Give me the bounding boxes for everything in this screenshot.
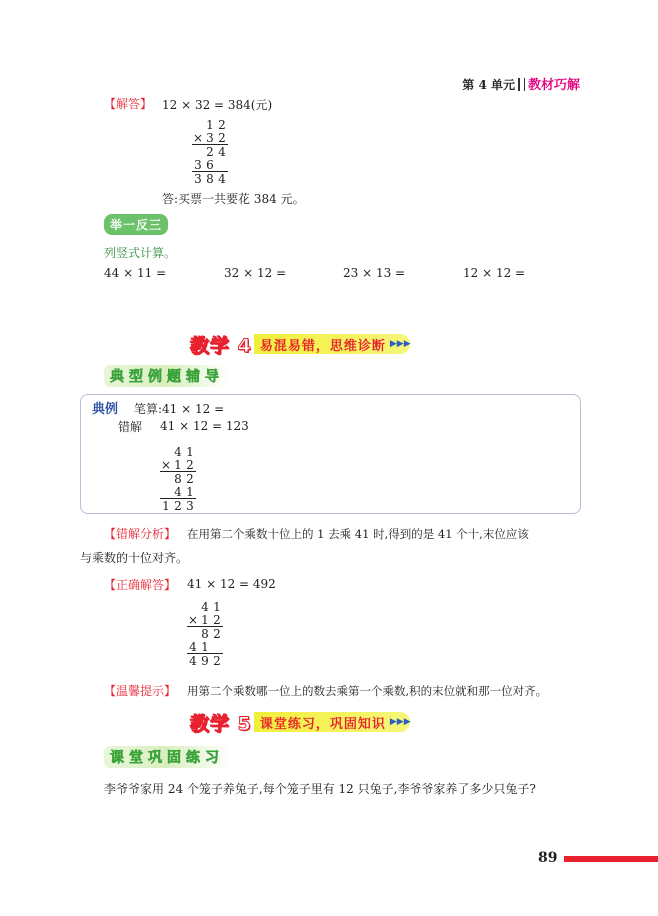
section-4-title: 易混易错，思维诊断 — [254, 334, 410, 354]
example-problem: 笔算:41 × 12 = — [134, 402, 225, 416]
section-label: 教材巧解 — [527, 78, 580, 93]
page-header — [462, 74, 580, 93]
vertical-calc-correct: 4 1 × 1 2 8 2 4 1 4 9 2 — [187, 600, 223, 667]
practice-problem-1: 44 × 11 = — [104, 266, 167, 280]
section-5-title: 课堂练习，巩固知识 — [254, 712, 410, 732]
section-4-banner — [190, 330, 411, 358]
subhead-typical-examples: 典型例题辅导 — [104, 365, 230, 387]
arrows-icon: ▶▶▶ — [389, 717, 411, 727]
correct-solution-label: 【正确解答】 — [104, 578, 177, 592]
wrong-solution-label: 错解 — [118, 420, 143, 434]
wrong-solution-equation: 41 × 12 = 123 — [160, 419, 249, 433]
unit-label: 第 4 单元 — [462, 78, 515, 92]
header-divider — [518, 78, 525, 91]
arrows-icon: ▶▶▶ — [389, 339, 411, 349]
page-accent-bar — [564, 856, 658, 862]
answer-sentence: 答:买票一共要花 384 元。 — [162, 192, 305, 206]
section-4-lead: 教学 4 — [190, 334, 252, 357]
correct-solution-equation: 41 × 12 = 492 — [187, 577, 276, 591]
error-analysis-line2: 与乘数的十位对齐。 — [80, 551, 189, 565]
practice-problem-2: 32 × 12 = — [224, 266, 287, 280]
practice-problem-4: 12 × 12 = — [463, 266, 526, 280]
practice-badge: 举一反三 — [104, 214, 168, 235]
exercise-text: 李爷爷家用 24 个笼子养兔子,每个笼子里有 12 只兔子,李爷爷家养了多少只兔子? — [104, 782, 536, 796]
answer-equation: 12 × 32 = 384(元) — [162, 98, 273, 112]
vertical-calc-1: 1 2 × 3 2 2 4 3 6 3 8 4 — [192, 118, 228, 185]
tip-label: 【温馨提示】 — [104, 684, 177, 698]
practice-problem-3: 23 × 13 = — [343, 266, 406, 280]
error-analysis-line1: 在用第二个乘数十位上的 1 去乘 41 时,得到的是 41 个十,末位应该 — [187, 527, 529, 541]
section-5-banner — [190, 708, 411, 736]
vertical-calc-wrong: 4 1 × 1 2 8 2 4 1 1 2 3 — [160, 445, 196, 512]
section-5-lead: 教学 5 — [190, 712, 252, 735]
practice-instruction: 列竖式计算。 — [104, 246, 177, 260]
tip-text: 用第二个乘数哪一位上的数去乘第一个乘数,积的末位就和那一位对齐。 — [187, 684, 548, 698]
answer-label: 【解答】 — [104, 97, 153, 111]
error-analysis-label: 【错解分析】 — [104, 527, 177, 541]
example-label: 典例 — [92, 402, 119, 417]
subhead-class-practice: 课堂巩固练习 — [104, 746, 230, 768]
page-number: 89 — [538, 850, 558, 866]
